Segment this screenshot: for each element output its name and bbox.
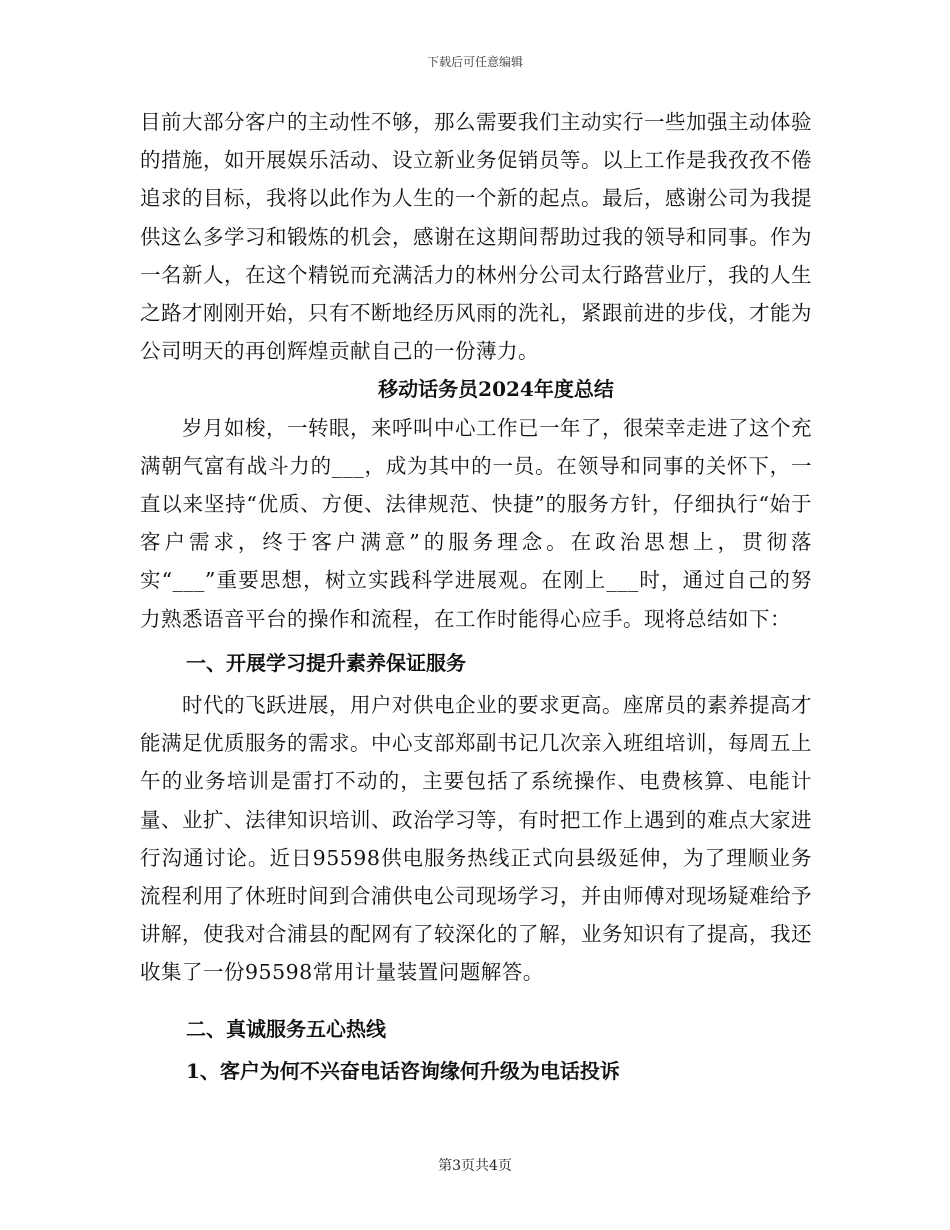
page-footer: 第3页共4页 [438,1158,512,1174]
paragraph-intro: 岁月如梭，一转眼，来呼叫中心工作已一年了，很荣幸走进了这个充满朝气富有战斗力的___，成为其中的一员。在领导和同事的关怀下，一直以来坚持“优质、方便、法律规范、快捷”的服务方针，仔细执行“始于客户需求，终于客户满意”的服务理念。在政治思想上，贯彻落实“___”重要思想，树立实践科学进展观。在刚上___时，通过自己的努力熟悉语音平台的操作和流程，在工作时能得心应手。现将总结如下： [140,415,812,631]
document-body [140,103,812,1090]
section-heading-1: 一、开展学习提升素养保证服务 [186,650,466,675]
subsection-heading-1: 1、客户为何不兴奋电话咨询缘何升级为电话投诉 [186,1058,620,1083]
paragraph-section-1: 时代的飞跃进展，用户对供电企业的要求更高。座席员的素养提高才能满足优质服务的需求。中心支部郑副书记几次亲入班组培训，每周五上午的业务培训是雷打不动的，主要包括了系统操作、电费核算、电能计量、业扩、法律知识培训、政治学习等，有时把工作上遇到的难点大家进行沟通讨论。近日95598供电服务热线正式向县级延伸，为了理顺业务流程利用了休班时间到合浦供电公司现场学习，并由师傅对现场疑难给予讲解，使我对合浦县的配网有了较深化的了解，业务知识有了提高，我还收集了一份95598常用计量装置问题解答。 [140,693,812,985]
document-title: 移动话务员2024年度总结 [378,377,614,402]
page-header: 下载后可任意编辑 [426,55,523,69]
section-heading-2: 二、真诚服务五心热线 [186,1016,386,1041]
paragraph-continuation: 目前大部分客户的主动性不够，那么需要我们主动实行一些加强主动体验的措施，如开展娱乐活动、设立新业务促销员等。以上工作是我孜孜不倦追求的目标，我将以此作为人生的一个新的起点。最后，感谢公司为我提供这么多学习和锻炼的机会，感谢在这期间帮助过我的领导和同事。作为一名新人，在这个精锐而充满活力的林州分公司太行路营业厅，我的人生之路才刚刚开始，只有不断地经历风雨的洗礼，紧跟前进的步伐，才能为公司明天的再创辉煌贡献自己的一份薄力。 [140,110,812,364]
